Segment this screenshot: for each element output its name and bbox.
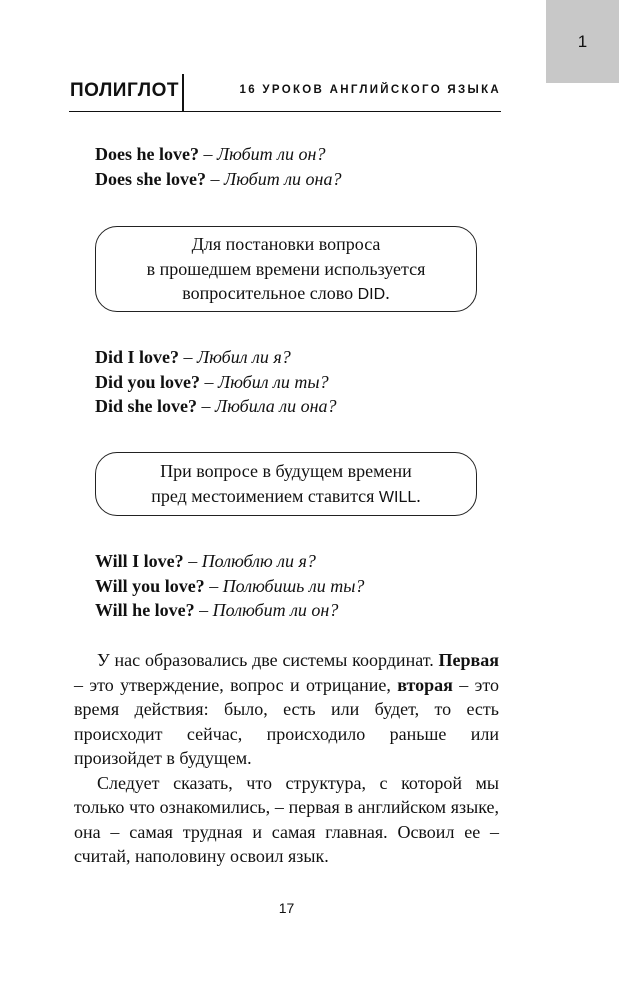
example-line [95,574,364,599]
russian-translation: Полюбит ли он? [212,600,339,620]
example-line [95,345,337,370]
russian-translation: Любил ли я? [197,347,291,367]
english-phrase: Will I love? [95,551,184,571]
note-end: . [416,485,421,506]
dash: – [198,144,217,164]
logo: ПОЛИГЛОТ [70,80,179,101]
note-line: При вопросе в будущем времени [160,461,412,481]
russian-translation: Любит ли он? [216,144,326,164]
example-line [95,370,337,395]
note-box-past [95,226,477,312]
chapter-tab [546,0,619,83]
russian-translation: Полюбишь ли ты? [222,575,365,596]
dash: – [194,600,213,620]
running-header [69,73,501,112]
page-number: 17 [278,900,295,916]
bold-term: вторая [397,674,453,695]
example-line [95,598,364,623]
paragraph [74,648,499,771]
example-line [95,142,341,167]
dash: – [179,347,198,367]
note-text: вопросительное слово [182,283,358,303]
body-text [74,648,499,869]
example-line [95,167,341,192]
example-line [95,549,364,574]
header-divider [182,74,184,111]
example-group-present [95,142,341,191]
example-group-future [95,549,364,623]
paragraph: Следует сказать, что структура, с которой мы только что ознакомились, – первая в английском языке, она – самая трудная и самая главная. Освоил ее – считай, наполовину освоил язык. [74,772,499,866]
dash: – [200,371,219,392]
keyword-will: WILL [378,488,417,506]
english-phrase: Will he love? [95,600,195,620]
example-group-past [95,345,337,419]
keyword-did: DID [357,286,386,303]
example-line [95,394,337,419]
note-text: пред местоимением ставится [151,485,379,506]
note-line: Для постановки вопроса [191,234,381,254]
russian-translation: Любил ли ты? [218,371,329,392]
note-end: . [385,283,390,303]
chapter-number: 1 [577,31,588,51]
russian-translation: Любит ли она? [224,168,342,189]
text-run: – это время действия: было, есть или будет, то есть происходит сейчас, происходило раньше или произойдет в будущем. [74,674,499,768]
english-phrase: Does she love? [95,168,206,189]
bold-term: Первая [438,650,499,670]
text-run: – это утверждение, вопрос и отрицание, [74,674,398,695]
english-phrase: Did I love? [95,347,180,367]
note-line [96,484,476,511]
english-phrase: Will you love? [95,575,205,596]
english-phrase: Did she love? [95,396,198,416]
note-line: в прошедшем времени используется [146,258,426,279]
russian-translation: Полюблю ли я? [201,551,316,571]
english-phrase: Does he love? [95,144,199,164]
dash: – [197,396,216,416]
dash: – [204,575,223,596]
book-title: 16 УРОКОВ АНГЛИЙСКОГО ЯЗЫКА [239,84,501,96]
english-phrase: Did you love? [95,371,201,392]
russian-translation: Любила ли она? [215,396,337,416]
dash: – [183,551,202,571]
text-run: У нас образовались две системы координат. [97,650,439,670]
dash: – [206,168,224,189]
note-line [96,281,476,308]
note-box-future [95,452,477,516]
